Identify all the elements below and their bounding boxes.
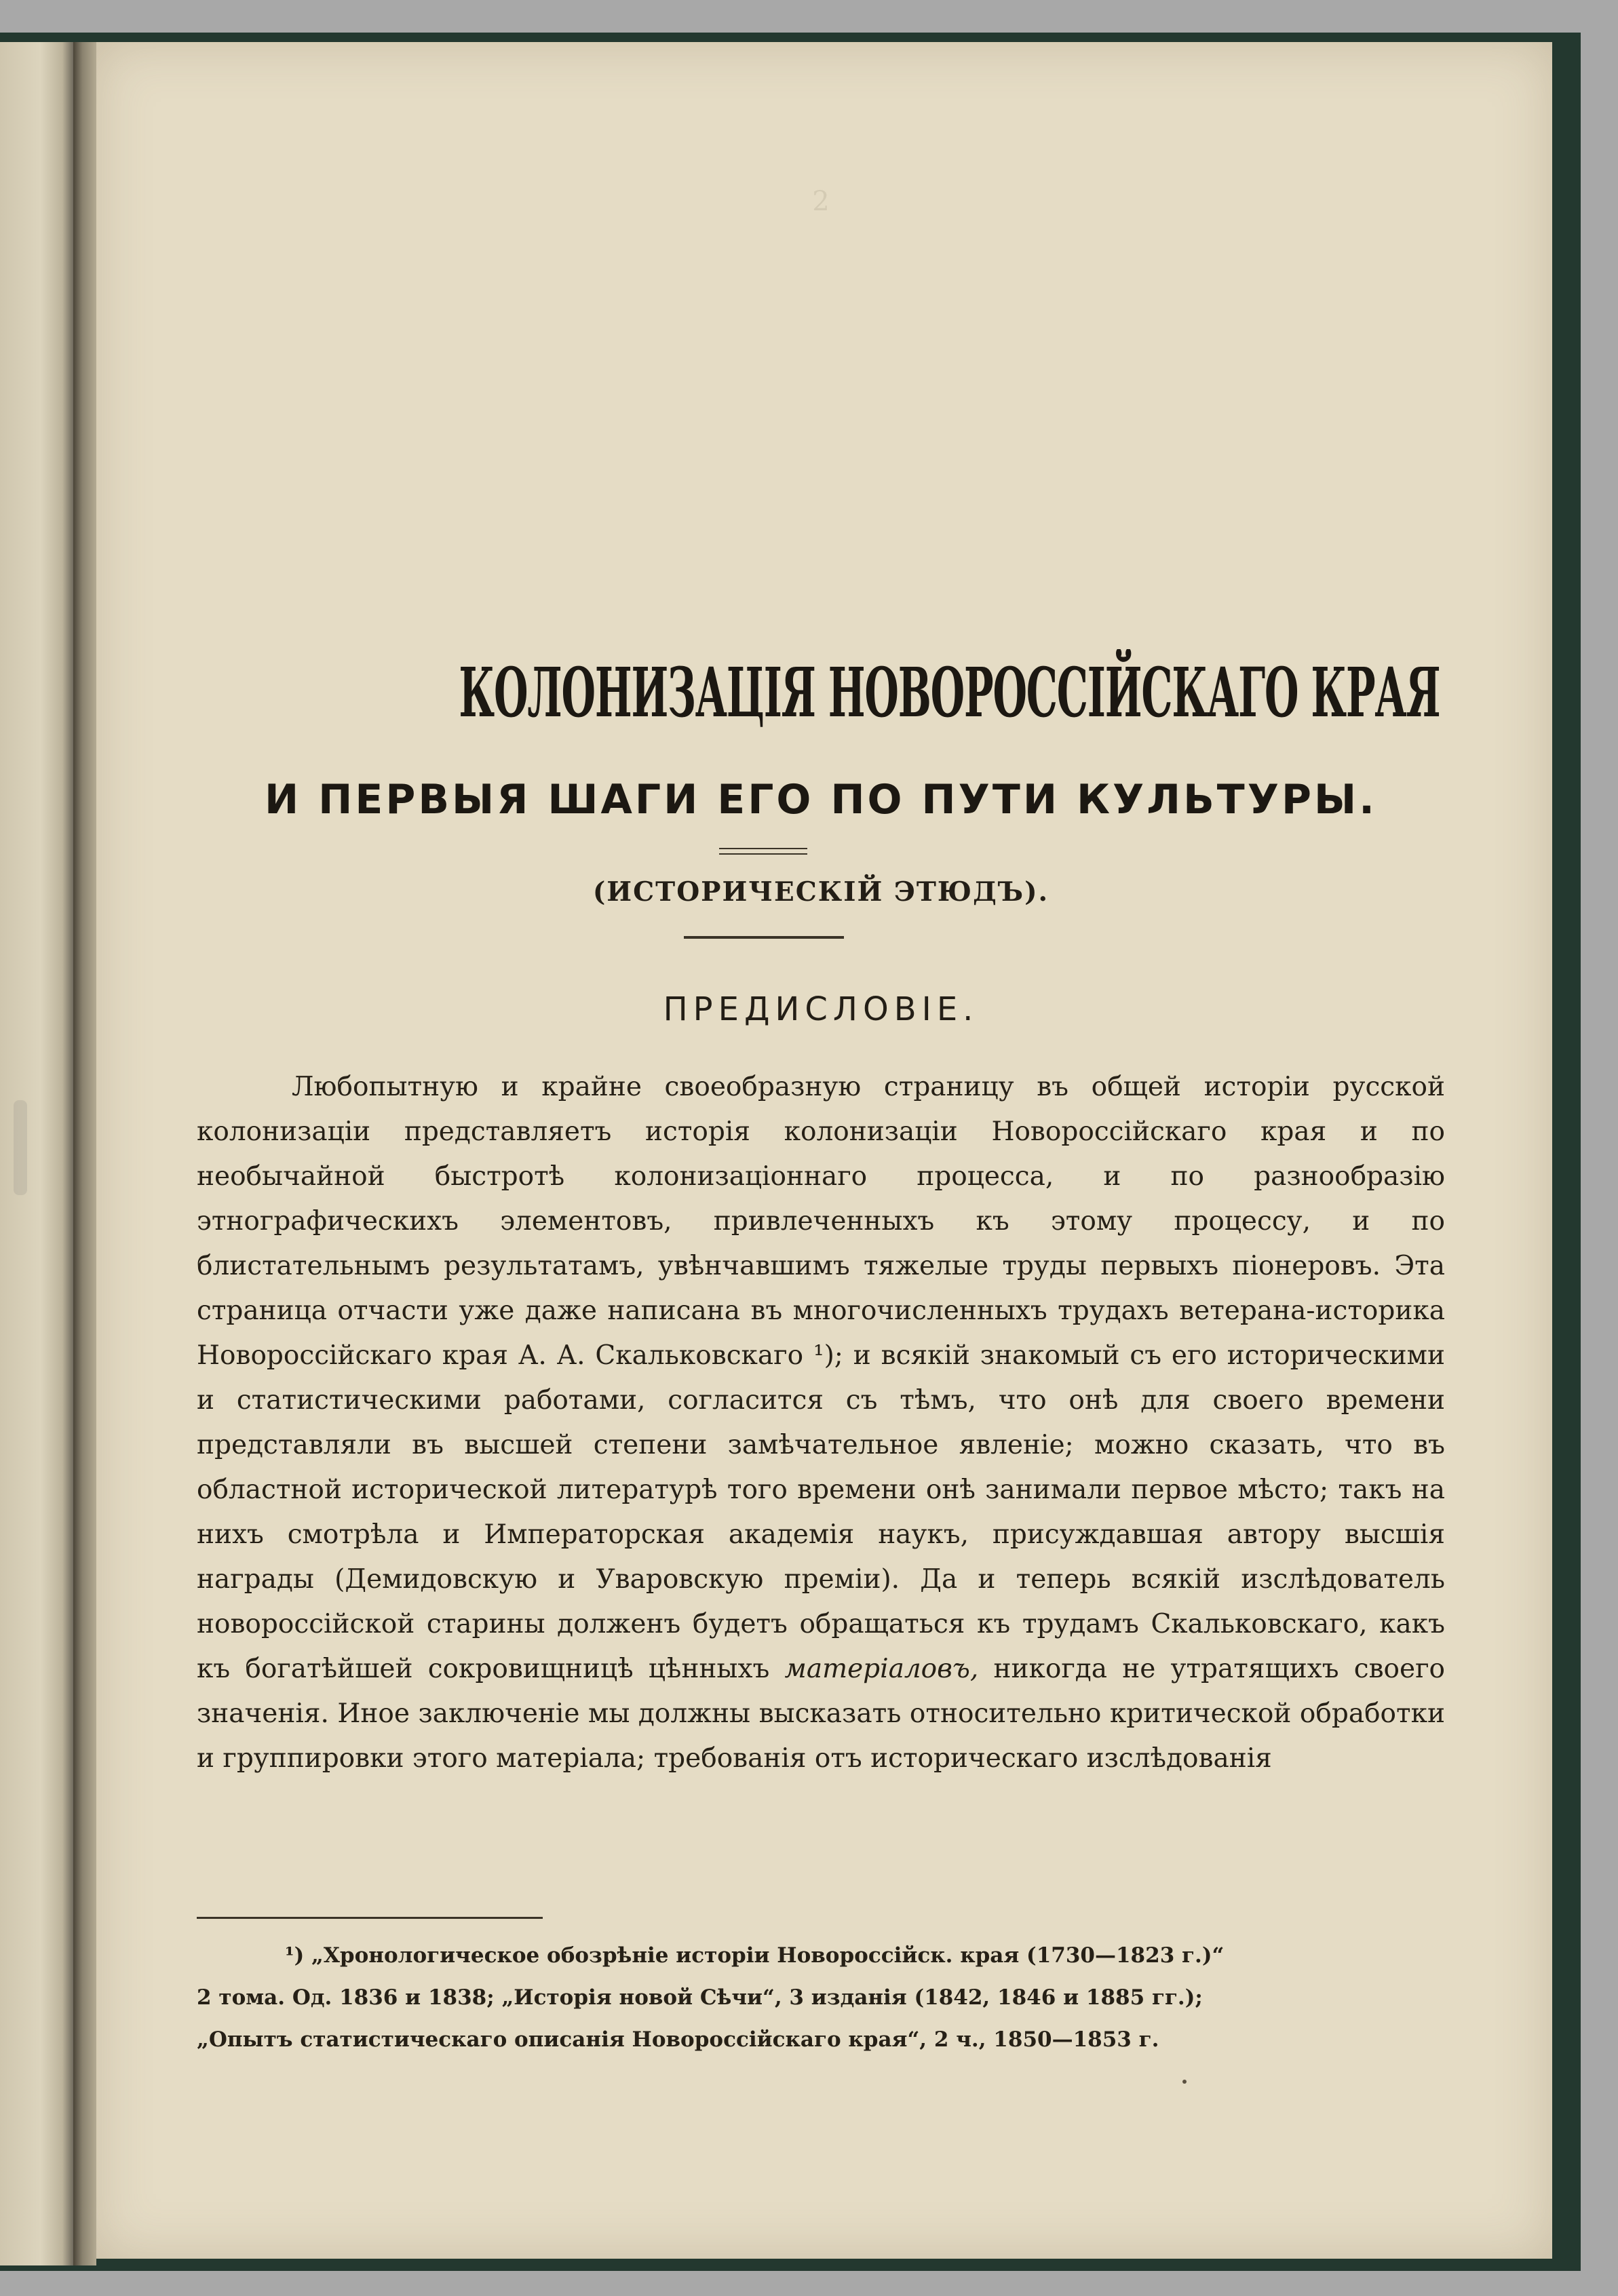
facing-page-edge (0, 42, 73, 2265)
footnote-line-1: ¹) „Хронологическое обозрѣніе исторіи Новороссійск. края (1730—1823 г.)“ (285, 1943, 1225, 1968)
footnote-line-3: „Опытъ статистическаго описанія Новороссійскаго края“, 2 ч., 1850—1853 г. (197, 2027, 1159, 2052)
section-title: ПРЕДИСЛОВІЕ. (663, 990, 979, 1028)
pencil-mark (14, 1100, 27, 1195)
footnote-block (197, 1934, 1445, 2061)
page-text-block (197, 42, 1445, 2259)
body-italic-word: матеріаловъ, (784, 1654, 979, 1684)
footnote-line-2: 2 тома. Од. 1836 и 1838; „Исторія новой Сѣчи“, 3 изданія (1842, 1846 и 1885 гг.); (197, 1985, 1203, 2010)
body-text-part-2: никогда не утратящихъ своего значенія. Иное заключеніе мы должны высказать относительно критической обработки и группировки этого матеріала; требованія отъ историческаго изслѣдованія (197, 1654, 1446, 1774)
book-gutter (73, 42, 96, 2265)
scanned-page (96, 42, 1552, 2259)
body-text-part-1: Любопытную и крайне своеобразную страницу въ общей исторіи русской колонизаціи представляетъ исторія колонизаціи Новороссійскаго края и по необычайной быстротѣ колонизаціоннаго процесса, и по разнообразію этнографическихъ элементовъ, привлеченныхъ къ этому процессу, и по блистательнымъ результатамъ, увѣнчавшимъ тяжелые труды первыхъ піонеровъ. Эта страница отчасти уже даже написана въ многочисленныхъ трудахъ ветерана-историка Новороссійскаго края А. А. Скальковскаго ¹); и всякій знакомый съ его историческими и статистическими работами, согласится съ тѣмъ, что онѣ для своего времени представляли въ высшей степени замѣчательное явленіе; можно сказать, что въ областной исторической литературѣ того времени онѣ занимали первое мѣсто; такъ на нихъ смотрѣла и Императорская академія наукъ, присуждавшая автору высшія награды (Демидовскую и Уваровскую преміи). Да и теперь всякій изслѣдователь новороссійской старины долженъ будетъ обращаться къ трудамъ Скальковскаго, какъ къ богатѣйшей сокровищницѣ цѣнныхъ (197, 1072, 1445, 1684)
double-rule-divider (719, 848, 807, 855)
footnote-divider (197, 1917, 543, 1919)
genre-label: (ИСТОРИЧЕСКІЙ ЭТЮДЪ). (592, 876, 1049, 908)
bleed-through-page-number: 2 (812, 186, 830, 217)
subtitle: И ПЕРВЫЯ ШАГИ ЕГО ПО ПУТИ КУЛЬТУРЫ. (265, 776, 1377, 823)
main-title: КОЛОНИЗАЦІЯ НОВОРОССІЙСКАГО КРАЯ (459, 653, 1440, 733)
body-paragraph (197, 1065, 1445, 1781)
rule-divider (684, 936, 844, 939)
ink-speck (1182, 2080, 1187, 2084)
